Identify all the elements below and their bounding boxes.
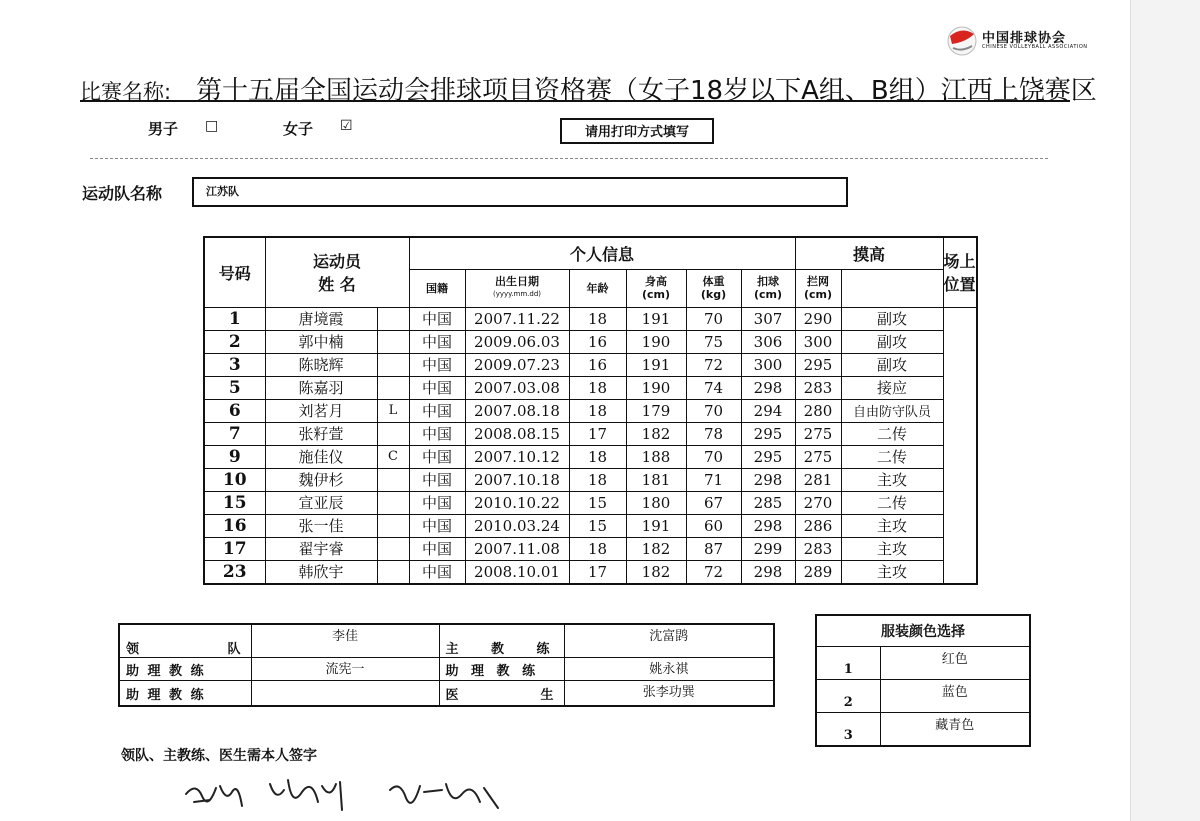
header-weight-label: 体重 <box>702 275 725 288</box>
table-row <box>204 330 977 353</box>
cell-spike: 298 <box>741 560 795 584</box>
cell-block: 289 <box>795 560 841 584</box>
cell-position: 副攻 <box>841 307 943 330</box>
cell-spike: 285 <box>741 491 795 514</box>
cell-position: 主攻 <box>841 468 943 491</box>
cell-weight: 70 <box>686 307 741 330</box>
cell-weight: 60 <box>686 514 741 537</box>
header-block <box>795 269 841 307</box>
cell-tag <box>377 491 409 514</box>
uniform-title: 服装颜色选择 <box>816 615 1030 647</box>
event-name: 第十五届全国运动会排球项目资格赛（女子18岁以下A组、B组）江西上饶赛区 <box>196 76 1097 106</box>
uniform-color-3[interactable]: 藏青色 <box>880 713 1030 747</box>
cell-nation: 中国 <box>409 491 465 514</box>
cell-number: 17 <box>204 537 265 560</box>
cell-block: 281 <box>795 468 841 491</box>
cell-height: 190 <box>626 376 686 399</box>
cell-block: 283 <box>795 537 841 560</box>
assistant-coach-2-name[interactable] <box>251 681 439 707</box>
cell-age: 18 <box>569 468 626 491</box>
cell-position: 二传 <box>841 422 943 445</box>
cell-birth: 2008.08.15 <box>465 422 569 445</box>
paper-edge <box>1130 0 1200 821</box>
header-age: 年龄 <box>569 269 626 307</box>
cell-block: 295 <box>795 353 841 376</box>
header-weight-unit: (kg) <box>700 288 727 301</box>
cell-weight: 70 <box>686 399 741 422</box>
cell-age: 17 <box>569 560 626 584</box>
cell-tag <box>377 376 409 399</box>
cell-tag: L <box>377 399 409 422</box>
cell-age: 17 <box>569 422 626 445</box>
cell-position: 主攻 <box>841 537 943 560</box>
header-birth-label: 出生日期 <box>495 275 539 288</box>
cell-birth: 2007.10.12 <box>465 445 569 468</box>
cell-block: 286 <box>795 514 841 537</box>
cell-name: 郭中楠 <box>265 330 377 353</box>
cell-nation: 中国 <box>409 422 465 445</box>
assistant-coach-1-label: 助 理 教 练 <box>119 658 251 681</box>
cell-tag: C <box>377 445 409 468</box>
cell-spike: 299 <box>741 537 795 560</box>
cell-block: 275 <box>795 422 841 445</box>
table-row <box>204 353 977 376</box>
cell-birth: 2007.08.18 <box>465 399 569 422</box>
cell-weight: 72 <box>686 560 741 584</box>
table-row <box>204 399 977 422</box>
cell-spike: 307 <box>741 307 795 330</box>
cell-number: 5 <box>204 376 265 399</box>
table-row <box>204 560 977 584</box>
cell-tag <box>377 468 409 491</box>
cell-tag <box>377 422 409 445</box>
cell-spike: 294 <box>741 399 795 422</box>
leader-label-b: 队 <box>227 642 243 657</box>
cell-spike: 295 <box>741 422 795 445</box>
cell-name: 陈晓辉 <box>265 353 377 376</box>
uniform-index-3: 3 <box>816 713 880 747</box>
handwritten-signatures <box>180 772 540 816</box>
cell-weight: 75 <box>686 330 741 353</box>
male-checkbox[interactable]: □ <box>205 118 219 134</box>
cell-name: 韩欣宇 <box>265 560 377 584</box>
cell-name: 翟宇睿 <box>265 537 377 560</box>
cell-tag <box>377 537 409 560</box>
table-row <box>204 422 977 445</box>
head-coach-name[interactable]: 沈富鹍 <box>564 624 774 658</box>
cell-number: 3 <box>204 353 265 376</box>
cell-nation: 中国 <box>409 353 465 376</box>
header-weight <box>686 269 741 307</box>
cell-nation: 中国 <box>409 330 465 353</box>
cell-weight: 67 <box>686 491 741 514</box>
cell-age: 15 <box>569 514 626 537</box>
cell-age: 16 <box>569 353 626 376</box>
cell-name: 陈嘉羽 <box>265 376 377 399</box>
cell-number: 10 <box>204 468 265 491</box>
table-row <box>204 537 977 560</box>
header-nationality: 国籍 <box>409 269 465 307</box>
cell-number: 15 <box>204 491 265 514</box>
cell-nation: 中国 <box>409 468 465 491</box>
cell-nation: 中国 <box>409 307 465 330</box>
header-position <box>943 237 977 307</box>
cell-name: 张籽萱 <box>265 422 377 445</box>
cell-height: 188 <box>626 445 686 468</box>
cell-height: 182 <box>626 537 686 560</box>
print-notice: 请用打印方式填写 <box>560 118 714 144</box>
female-checkbox[interactable]: ☑ <box>340 118 353 134</box>
cell-birth: 2007.10.18 <box>465 468 569 491</box>
cell-name: 刘茗月 <box>265 399 377 422</box>
cell-name: 唐境霞 <box>265 307 377 330</box>
cell-number: 1 <box>204 307 265 330</box>
header-spike-label: 扣球 <box>757 275 779 288</box>
header-spike <box>741 269 795 307</box>
header-block-label: 拦网 <box>807 275 829 288</box>
cell-number: 7 <box>204 422 265 445</box>
team-name-field[interactable]: 江苏队 <box>192 177 848 207</box>
cell-name: 张一佳 <box>265 514 377 537</box>
cell-birth: 2009.07.23 <box>465 353 569 376</box>
title-underline <box>80 100 1070 102</box>
cell-block: 283 <box>795 376 841 399</box>
cell-weight: 87 <box>686 537 741 560</box>
header-reach: 摸高 <box>795 237 943 269</box>
cell-height: 191 <box>626 514 686 537</box>
male-label: 男子 <box>148 120 179 138</box>
assistant-coach-name[interactable]: 姚永祺 <box>564 658 774 681</box>
cell-tag <box>377 560 409 584</box>
event-label: 比赛名称: <box>80 80 172 104</box>
cell-tag <box>377 330 409 353</box>
leader-role <box>119 624 251 658</box>
cell-block: 300 <box>795 330 841 353</box>
header-number: 号码 <box>204 237 265 307</box>
cell-weight: 71 <box>686 468 741 491</box>
cell-spike: 295 <box>741 445 795 468</box>
uniform-index-2: 2 <box>816 680 880 713</box>
cell-position: 副攻 <box>841 353 943 376</box>
logo-text: 中国排球协会 <box>982 31 1067 46</box>
cell-position: 二传 <box>841 445 943 468</box>
header-athlete-line1: 运动员 <box>312 252 361 272</box>
cell-height: 191 <box>626 307 686 330</box>
cell-birth: 2007.11.22 <box>465 307 569 330</box>
head-coach-label: 主 教 练 <box>439 624 564 658</box>
cell-block: 290 <box>795 307 841 330</box>
cell-height: 181 <box>626 468 686 491</box>
cell-age: 16 <box>569 330 626 353</box>
cell-age: 18 <box>569 399 626 422</box>
cell-number: 6 <box>204 399 265 422</box>
signature-note: 领队、主教练、医生需本人签字 <box>121 748 317 764</box>
leader-name[interactable]: 李佳 <box>251 624 439 658</box>
cell-block: 270 <box>795 491 841 514</box>
table-row <box>204 445 977 468</box>
assistant-coach-label: 助 理 教 练 <box>439 658 564 681</box>
cell-weight: 72 <box>686 353 741 376</box>
table-row <box>204 514 977 537</box>
doctor-label-b: 生 <box>540 687 556 703</box>
cell-tag <box>377 307 409 330</box>
cell-spike: 298 <box>741 376 795 399</box>
cell-birth: 2010.10.22 <box>465 491 569 514</box>
cell-age: 15 <box>569 491 626 514</box>
cell-age: 18 <box>569 537 626 560</box>
header-athlete-line2: 姓 名 <box>318 275 356 295</box>
cell-age: 18 <box>569 376 626 399</box>
cell-spike: 298 <box>741 514 795 537</box>
uniform-color-1[interactable]: 红色 <box>880 647 1030 680</box>
cell-number: 16 <box>204 514 265 537</box>
cell-tag <box>377 353 409 376</box>
table-row <box>204 376 977 399</box>
cell-height: 191 <box>626 353 686 376</box>
cell-number: 2 <box>204 330 265 353</box>
cell-nation: 中国 <box>409 399 465 422</box>
cell-nation: 中国 <box>409 376 465 399</box>
cell-height: 180 <box>626 491 686 514</box>
cell-spike: 300 <box>741 353 795 376</box>
header-height-unit: (cm) <box>641 288 671 301</box>
cell-birth: 2007.11.08 <box>465 537 569 560</box>
assistant-coach-2-label: 助 理 教 练 <box>119 681 251 707</box>
cell-height: 182 <box>626 422 686 445</box>
team-label: 运动队名称 <box>82 184 163 203</box>
table-row <box>204 307 977 330</box>
cell-birth: 2008.10.01 <box>465 560 569 584</box>
cell-height: 179 <box>626 399 686 422</box>
header-position-line1: 场上 <box>943 252 976 272</box>
uniform-color-2[interactable]: 蓝色 <box>880 680 1030 713</box>
cell-birth: 2010.03.24 <box>465 514 569 537</box>
header-position-line2: 位置 <box>943 275 976 295</box>
cell-nation: 中国 <box>409 537 465 560</box>
cell-nation: 中国 <box>409 445 465 468</box>
cell-birth: 2007.03.08 <box>465 376 569 399</box>
cell-name: 魏伊杉 <box>265 468 377 491</box>
header-height-label: 身高 <box>645 275 667 288</box>
doctor-name[interactable]: 张李功巽 <box>564 681 774 707</box>
assistant-coach-1-name[interactable]: 流宪一 <box>251 658 439 681</box>
header-height <box>626 269 686 307</box>
logo-subtitle: CHINESE VOLLEYBALL ASSOCIATION <box>982 44 1088 50</box>
cell-number: 23 <box>204 560 265 584</box>
header-birth <box>465 269 569 307</box>
table-row <box>204 491 977 514</box>
header-athlete <box>265 237 409 307</box>
cell-position: 自由防守队员 <box>841 399 943 422</box>
header-birth-format: (yyyy.mm.dd) <box>492 290 541 298</box>
cell-height: 182 <box>626 560 686 584</box>
doctor-role <box>439 681 564 707</box>
cell-spike: 298 <box>741 468 795 491</box>
header-personal-info: 个人信息 <box>409 237 795 269</box>
cell-weight: 70 <box>686 445 741 468</box>
cell-nation: 中国 <box>409 514 465 537</box>
cell-age: 18 <box>569 307 626 330</box>
header-block-unit: (cm) <box>803 288 833 301</box>
doctor-label-a: 医 <box>445 687 461 703</box>
cell-height: 190 <box>626 330 686 353</box>
uniform-color-table <box>815 614 1031 747</box>
cell-age: 18 <box>569 445 626 468</box>
cell-number: 9 <box>204 445 265 468</box>
leader-label-a: 领 <box>126 642 142 657</box>
table-row <box>204 468 977 491</box>
cell-position: 主攻 <box>841 514 943 537</box>
cell-position: 二传 <box>841 491 943 514</box>
cell-position: 主攻 <box>841 560 943 584</box>
cell-position: 副攻 <box>841 330 943 353</box>
cell-position: 接应 <box>841 376 943 399</box>
roster-table <box>203 236 978 585</box>
staff-table <box>118 623 775 707</box>
cell-weight: 74 <box>686 376 741 399</box>
uniform-index-1: 1 <box>816 647 880 680</box>
dotted-divider <box>90 158 1048 159</box>
cell-block: 280 <box>795 399 841 422</box>
roster-body <box>204 307 977 584</box>
cell-name: 施佳仪 <box>265 445 377 468</box>
cell-weight: 78 <box>686 422 741 445</box>
header-spike-unit: (cm) <box>753 288 783 301</box>
female-label: 女子 <box>283 120 314 138</box>
cell-block: 275 <box>795 445 841 468</box>
cell-name: 宣亚辰 <box>265 491 377 514</box>
cell-nation: 中国 <box>409 560 465 584</box>
cell-birth: 2009.06.03 <box>465 330 569 353</box>
cell-tag <box>377 514 409 537</box>
cell-spike: 306 <box>741 330 795 353</box>
